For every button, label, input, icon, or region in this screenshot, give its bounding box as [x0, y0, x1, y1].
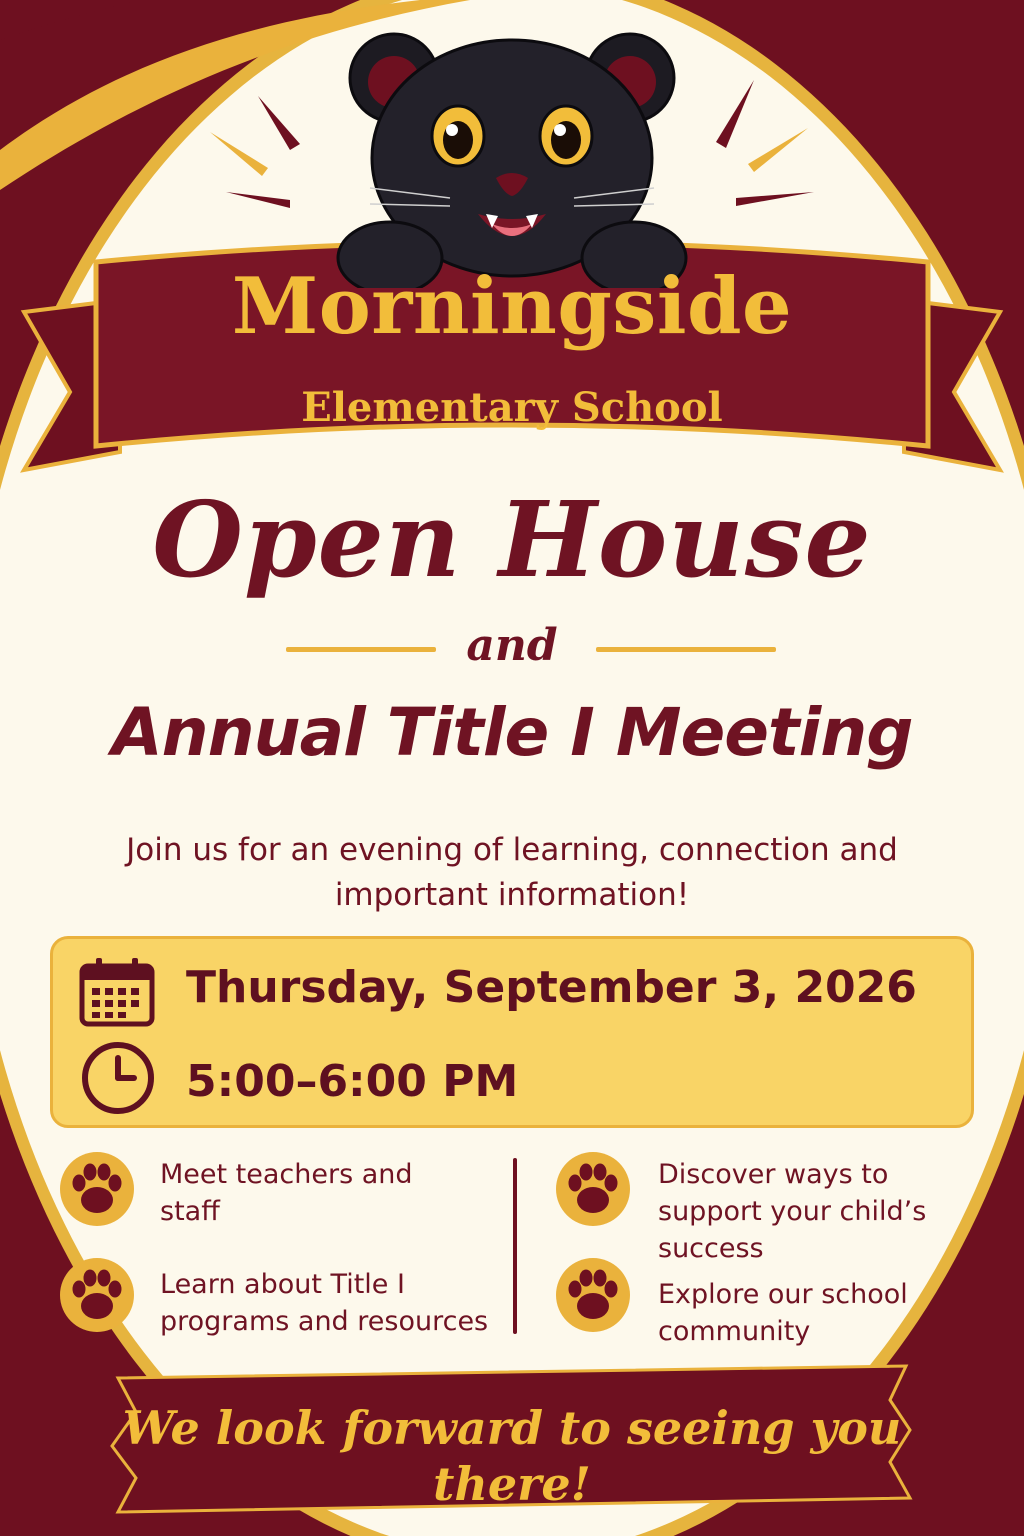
feature-title-i-programs: Learn about Title I programs and resources	[160, 1269, 489, 1337]
feature-support-success: Discover ways to support your child’s success	[658, 1159, 927, 1264]
event-title-open-house: Open House	[152, 478, 872, 601]
paw-print-icon	[58, 1150, 136, 1228]
feature-school-community: Explore our school community	[658, 1279, 908, 1347]
feature-divider	[513, 1158, 517, 1334]
paw-print-icon	[58, 1256, 136, 1334]
paw-print-icon	[554, 1150, 632, 1228]
panther-mascot	[330, 18, 694, 288]
clock-icon	[80, 1040, 156, 1116]
event-time: 5:00–6:00 PM	[186, 1056, 519, 1107]
feature-meet-teachers: Meet teachers and staff	[160, 1159, 413, 1227]
school-name: Morningside	[231, 261, 793, 352]
paw-print-icon	[554, 1256, 632, 1334]
event-description: Join us for an evening of learning, connection and important information!	[126, 832, 898, 913]
calendar-icon	[78, 956, 156, 1028]
event-title-connector: and	[466, 620, 558, 671]
closing-message: We look forward to seeing you there!	[122, 1401, 902, 1511]
event-title-title-i-meeting: Annual Title I Meeting	[111, 694, 913, 771]
event-date: Thursday, September 3, 2026	[186, 962, 917, 1013]
school-subtitle: Elementary School	[301, 384, 723, 431]
